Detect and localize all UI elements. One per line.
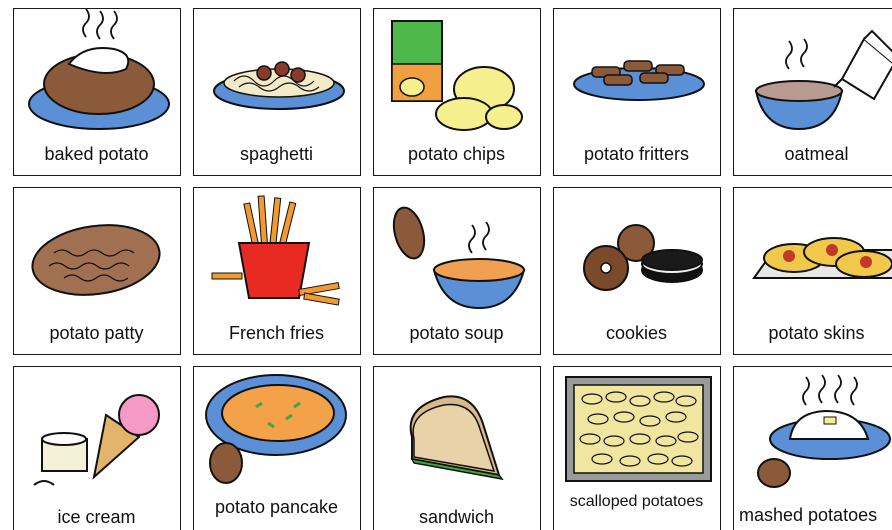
card-potato-chips[interactable]: [373, 8, 541, 176]
card-label: oatmeal: [784, 144, 849, 164]
card-cookies[interactable]: [553, 187, 721, 355]
potato-soup-icon: [374, 188, 539, 313]
card-label: baked potato: [44, 144, 149, 164]
sandwich-icon: [374, 367, 539, 492]
card-label: potato pancake: [214, 497, 339, 517]
spaghetti-icon: [194, 9, 359, 134]
potato-chips-icon: [374, 9, 539, 134]
card-label: spaghetti: [239, 144, 314, 164]
card-ice-cream[interactable]: [13, 366, 181, 530]
card-label: potato soup: [409, 323, 504, 343]
oatmeal-icon: [734, 9, 892, 134]
card-potato-soup[interactable]: [373, 187, 541, 355]
scalloped-potatoes-icon: [554, 367, 719, 492]
card-label: sandwich: [418, 507, 495, 527]
potato-fritters-icon: [554, 9, 719, 134]
card-potato-fritters[interactable]: [553, 8, 721, 176]
french-fries-icon: [194, 188, 359, 313]
card-baked-potato[interactable]: [13, 8, 181, 176]
ice-cream-icon: [14, 367, 179, 492]
potato-skins-icon: [734, 188, 892, 313]
card-potato-patty[interactable]: [13, 187, 181, 355]
card-label: potato patty: [49, 323, 144, 343]
card-label: French fries: [228, 323, 325, 343]
card-french-fries[interactable]: [193, 187, 361, 355]
card-label: ice cream: [57, 507, 136, 527]
card-label: potato skins: [768, 323, 865, 343]
card-potato-skins[interactable]: [733, 187, 892, 355]
potato-patty-icon: [14, 188, 179, 313]
card-scalloped-potatoes[interactable]: [553, 366, 721, 530]
card-spaghetti[interactable]: [193, 8, 361, 176]
card-label: potato chips: [407, 144, 506, 164]
card-mashed-potatoes[interactable]: [733, 366, 892, 530]
cookies-icon: [554, 188, 719, 313]
card-label: cookies: [605, 323, 668, 343]
card-potato-pancake[interactable]: [193, 366, 361, 530]
card-label: mashed potatoes: [739, 505, 878, 525]
card-label: potato fritters: [583, 144, 690, 164]
mashed-potatoes-icon: [734, 367, 892, 492]
baked-potato-icon: [14, 9, 179, 134]
potato-pancake-icon: [194, 367, 359, 492]
card-oatmeal[interactable]: [733, 8, 892, 176]
card-label: scalloped potatoes: [569, 493, 704, 510]
card-sandwich[interactable]: [373, 366, 541, 530]
